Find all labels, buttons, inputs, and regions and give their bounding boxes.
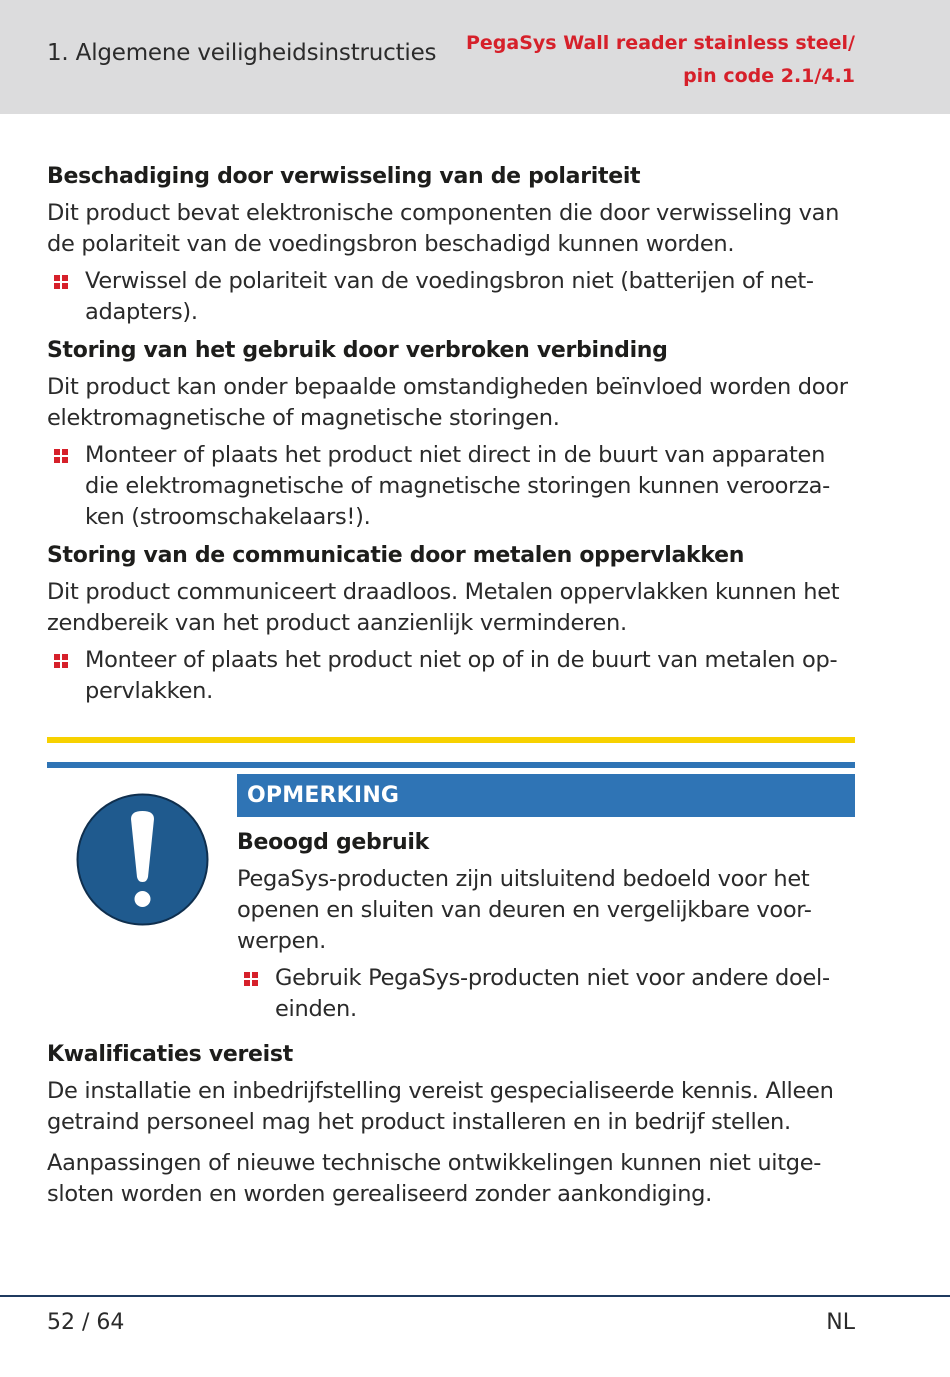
product-title-line2: pin code 2.1/4.1 bbox=[683, 65, 855, 87]
exclamation-icon bbox=[76, 793, 209, 926]
qualifications-section bbox=[47, 1038, 855, 1210]
notice-body bbox=[237, 826, 855, 1025]
list-item bbox=[237, 963, 855, 1025]
notice-top-rule bbox=[47, 762, 855, 768]
notice-label: OPMERKING bbox=[237, 774, 855, 817]
section-title: Kwalificaties vereist bbox=[47, 1042, 293, 1067]
product-title-line1: PegaSys Wall reader stainless steel/ bbox=[465, 32, 855, 54]
bullet-text: Monteer of plaats het product niet op of in de buurt van metalen op-pervlakken. bbox=[85, 647, 838, 704]
bullet-icon bbox=[54, 449, 69, 464]
bullet-text: Verwissel de polariteit van de voedingsbron niet (batterijen of net-adapters). bbox=[85, 268, 814, 325]
section-title: Beschadiging door verwisseling van de polariteit bbox=[47, 164, 641, 189]
section-text: Aanpassingen of nieuwe technische ontwikkelingen kunnen niet uitge-sloten worden en worden gerealiseerd zonder aankondiging. bbox=[47, 1150, 822, 1207]
divider bbox=[47, 737, 855, 743]
notice-text: PegaSys-producten zijn uitsluitend bedoeld voor het openen en sluiten van deuren en vergelijkbare voor-werpen. bbox=[237, 866, 812, 954]
bullet-text: Gebruik PegaSys-producten niet voor andere doel-einden. bbox=[275, 965, 830, 1022]
bullet-text: Monteer of plaats het product niet direct in de buurt van apparaten die elektromagnetische of magnetische storingen kunnen veroorza-ken (stroomschakelaars!). bbox=[85, 442, 830, 530]
notice-title: Beoogd gebruik bbox=[237, 830, 429, 855]
list-item bbox=[47, 645, 855, 707]
section-text: Dit product kan onder bepaalde omstandigheden beïnvloed worden door elektromagnetische of magnetische storingen. bbox=[47, 374, 848, 431]
section-text: Dit product bevat elektronische componenten die door verwisseling van de polariteit van de voedingsbron beschadigd kunnen worden. bbox=[47, 200, 840, 257]
bullet-icon bbox=[244, 972, 259, 987]
language-code: NL bbox=[826, 1310, 855, 1335]
footer-divider bbox=[0, 1295, 950, 1297]
list-item bbox=[47, 440, 855, 533]
bullet-icon bbox=[54, 654, 69, 669]
safety-sections bbox=[47, 160, 855, 707]
page-header bbox=[0, 0, 950, 114]
product-title bbox=[435, 27, 855, 93]
bullet-icon bbox=[54, 275, 69, 290]
list-item bbox=[47, 266, 855, 328]
section-text: Dit product communiceert draadloos. Metalen oppervlakken kunnen het zendbereik van het product aanzienlijk verminderen. bbox=[47, 579, 840, 636]
section-text: De installatie en inbedrijfstelling vereist gespecialiseerde kennis. Alleen getraind personeel mag het product installeren en in bedrijf stellen. bbox=[47, 1078, 834, 1135]
section-title: Storing van het gebruik door verbroken verbinding bbox=[47, 338, 668, 363]
chapter-title: 1. Algemene veiligheidsinstructies bbox=[47, 40, 437, 66]
page-number: 52 / 64 bbox=[47, 1310, 125, 1335]
section-title: Storing van de communicatie door metalen oppervlakken bbox=[47, 543, 745, 568]
